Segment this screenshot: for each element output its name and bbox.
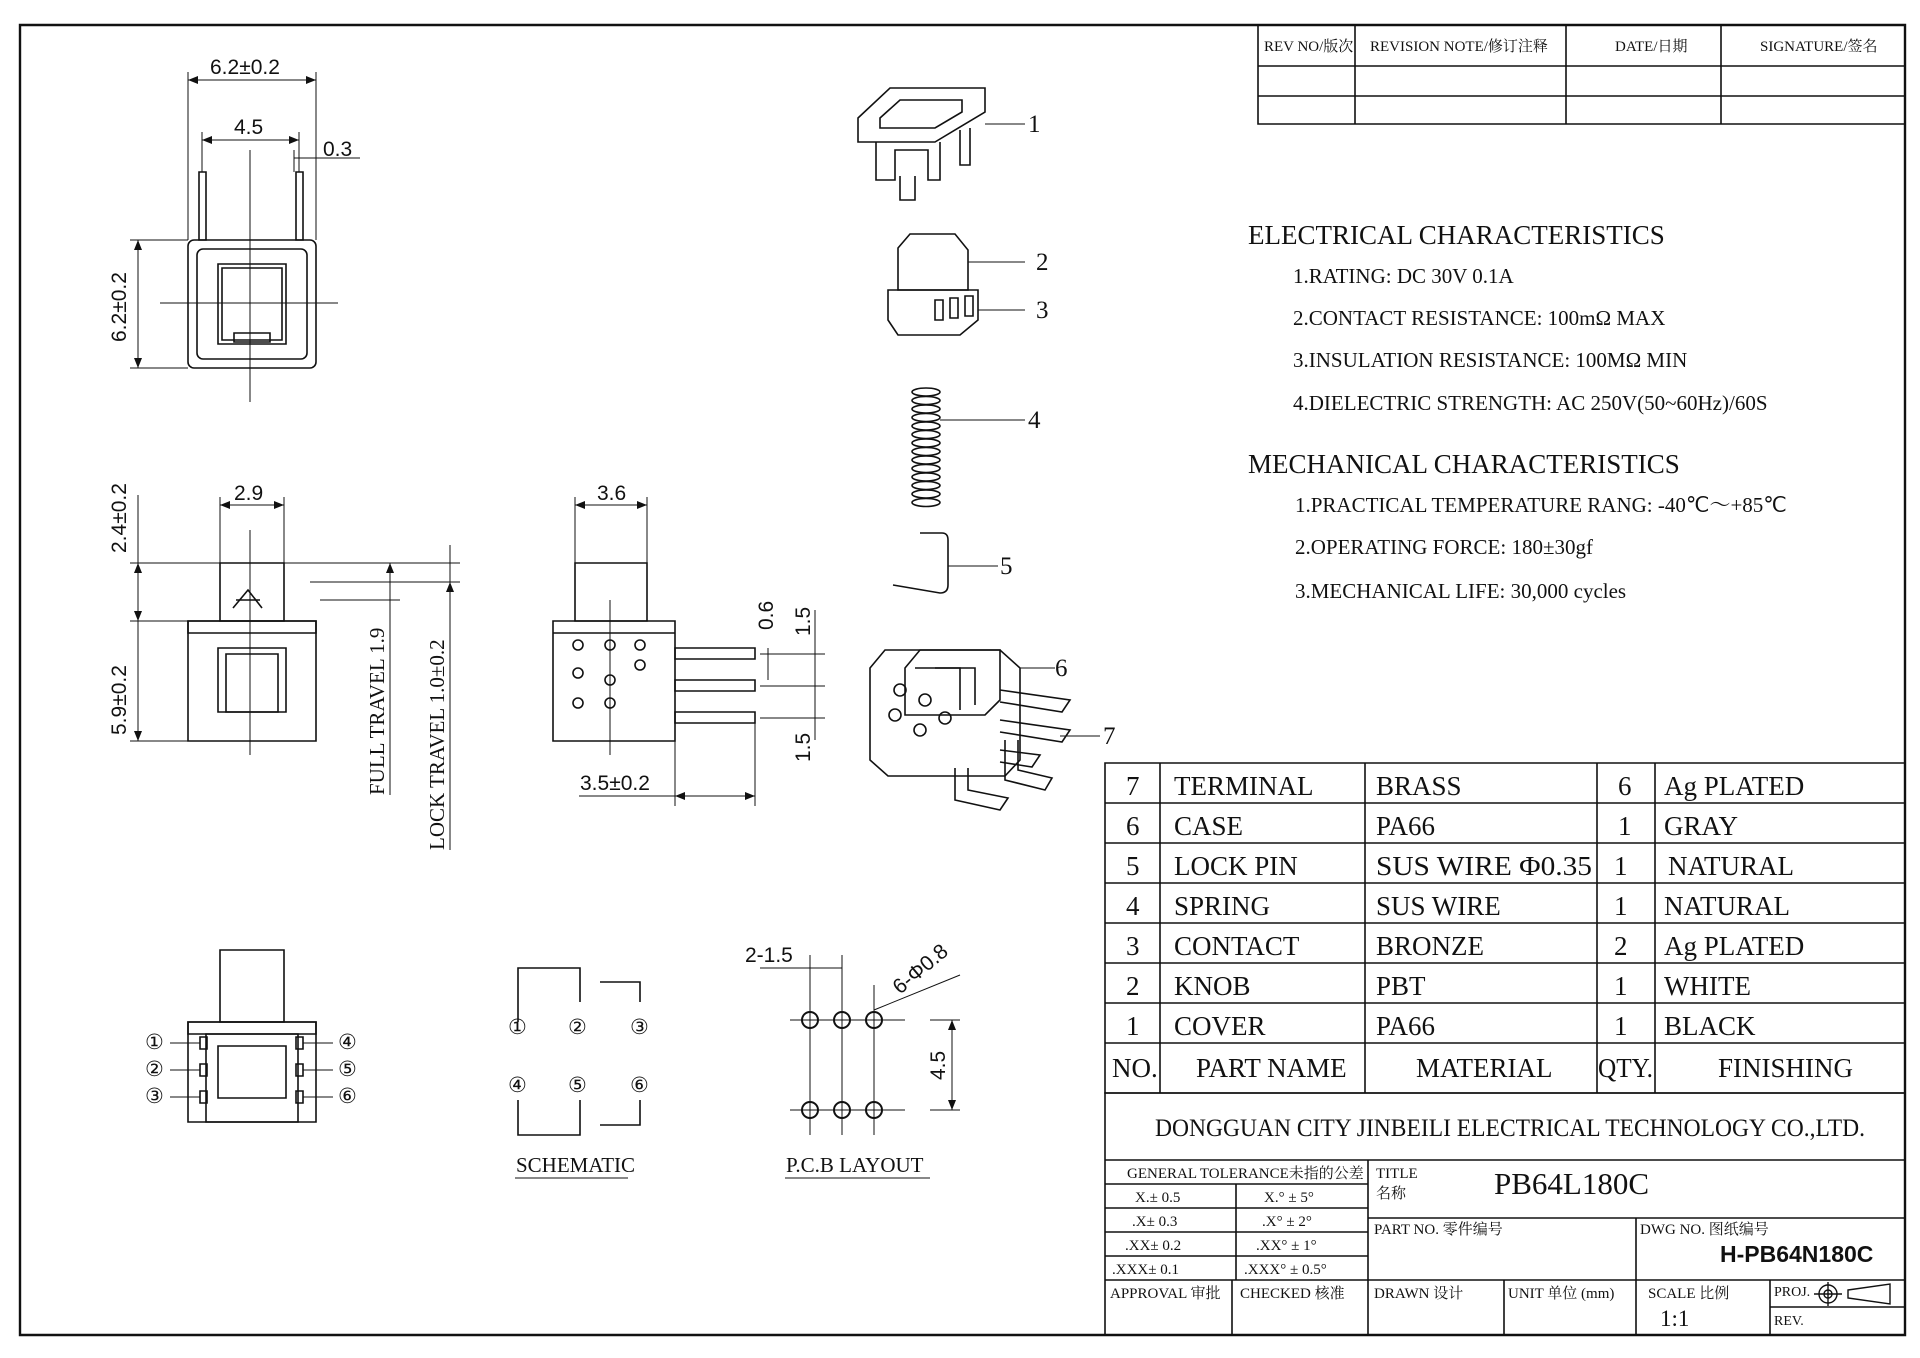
bom-cell-qty: 1	[1614, 851, 1628, 881]
approval-label: APPROVAL 审批	[1110, 1286, 1221, 1302]
bom-row	[1126, 891, 1790, 921]
pin-label-6: ⑥	[338, 1085, 357, 1108]
tolerance-1-angular: X.° ± 5°	[1264, 1190, 1314, 1206]
bom-cell-no: 5	[1126, 851, 1140, 881]
schematic	[515, 968, 640, 1178]
bottom-view	[170, 950, 333, 1122]
part-no-label: PART NO. 零件编号	[1374, 1222, 1503, 1238]
side-view	[130, 495, 460, 850]
scale-value: 1:1	[1660, 1306, 1690, 1331]
dim-top-width: 6.2±0.2	[210, 56, 280, 79]
bom-cell-finish: NATURAL	[1668, 851, 1794, 881]
tolerance-4-linear: .XXX± 0.1	[1112, 1262, 1179, 1278]
tolerance-2-angular: .X° ± 2°	[1262, 1214, 1312, 1230]
bom-header-row	[1112, 1053, 1853, 1083]
callout-6: 6	[1055, 655, 1068, 682]
schematic-pin-6: ⑥	[630, 1074, 649, 1097]
mechanical-item-2: 2.OPERATING FORCE: 180±30gf	[1295, 535, 1593, 559]
spring-coil	[912, 499, 940, 507]
spring-coil	[912, 448, 940, 456]
pin-label-2: ②	[145, 1058, 164, 1081]
pin-label-4: ④	[338, 1031, 357, 1054]
title-label-cn: 名称	[1376, 1186, 1407, 1202]
bom-cell-no: 7	[1126, 771, 1140, 801]
bom-cell-part: CASE	[1174, 811, 1244, 841]
bom-cell-material: PBT	[1376, 971, 1426, 1001]
bom-cell-qty: 1	[1618, 811, 1632, 841]
schematic-label: SCHEMATIC	[516, 1153, 636, 1177]
rev-header-date: DATE/日期	[1615, 39, 1688, 55]
unit-label: UNIT 单位 (mm)	[1508, 1286, 1615, 1302]
bom-cell-no: 3	[1126, 931, 1140, 961]
dim-side-knob: 2.9	[234, 482, 264, 505]
schematic-pin-4: ④	[508, 1074, 527, 1097]
bom-cell-finish: Ag PLATED	[1664, 931, 1805, 961]
rev-label: REV.	[1774, 1314, 1804, 1329]
mechanical-item-3: 3.MECHANICAL LIFE: 30,000 cycles	[1295, 579, 1627, 603]
tolerance-2-linear: .X± 0.3	[1132, 1214, 1178, 1230]
scale-label: SCALE 比例	[1648, 1286, 1730, 1302]
bom-header-material: MATERIAL	[1416, 1053, 1553, 1083]
spring-coil	[912, 465, 940, 473]
spring-coil	[912, 473, 940, 481]
mechanical-title: MECHANICAL CHARACTERISTICS	[1248, 449, 1680, 479]
bom-cell-no: 1	[1126, 1011, 1140, 1041]
bom-cell-no: 6	[1126, 811, 1140, 841]
callout-7: 7	[1103, 723, 1116, 750]
spring-coil	[912, 431, 940, 439]
spring-coil	[912, 405, 940, 413]
spring-coil	[912, 456, 940, 464]
bom-cell-qty: 6	[1618, 771, 1632, 801]
dimension-arrows	[134, 76, 956, 1110]
bom-cell-material: BRONZE	[1376, 931, 1484, 961]
spring-coil	[912, 414, 940, 422]
callout-4: 4	[1028, 407, 1041, 434]
projection-symbol-icon	[1814, 1282, 1890, 1306]
dim-top-inner: 4.5	[234, 116, 264, 139]
tolerance-title: GENERAL TOLERANCE未指的公差	[1127, 1166, 1364, 1182]
bom-cell-finish: WHITE	[1664, 971, 1751, 1001]
bom-row	[1126, 771, 1804, 801]
dim-pin-pitch-top: 1.5	[792, 606, 815, 636]
callout-1: 1	[1028, 111, 1041, 138]
dim-side-knob-height: 2.4±0.2	[108, 483, 131, 553]
tolerance-4-angular: .XXX° ± 0.5°	[1244, 1262, 1327, 1278]
bom-cell-qty: 1	[1614, 891, 1628, 921]
rev-header-no: REV NO/版次	[1264, 39, 1354, 55]
schematic-pin-5: ⑤	[568, 1074, 587, 1097]
spring-coil	[912, 439, 940, 447]
schematic-pin-1: ①	[508, 1016, 527, 1039]
title-value: PB64L180C	[1494, 1166, 1650, 1201]
schematic-pin-3: ③	[630, 1016, 649, 1039]
bom-cell-finish: Ag PLATED	[1664, 771, 1805, 801]
drawn-label: DRAWN 设计	[1374, 1286, 1464, 1302]
bom-row	[1126, 851, 1794, 881]
bom-cell-qty: 1	[1614, 1011, 1628, 1041]
electrical-item-3: 3.INSULATION RESISTANCE: 100MΩ MIN	[1293, 348, 1688, 372]
tolerance-1-linear: X.± 0.5	[1135, 1190, 1181, 1206]
spring-coil	[912, 388, 940, 396]
dim-side-body-height: 5.9±0.2	[108, 665, 131, 735]
dim-top-height: 6.2±0.2	[108, 272, 131, 342]
bom-cell-no: 2	[1126, 971, 1140, 1001]
electrical-title: ELECTRICAL CHARACTERISTICS	[1248, 220, 1665, 250]
bom-row	[1126, 811, 1738, 841]
bom-header-part: PART NAME	[1196, 1053, 1347, 1083]
rev-header-signature: SIGNATURE/签名	[1760, 39, 1878, 55]
bom-row	[1126, 931, 1804, 961]
spring-coil	[912, 397, 940, 405]
bom-cell-finish: GRAY	[1664, 811, 1739, 841]
pin-label-1: ①	[145, 1031, 164, 1054]
bom-cell-part: TERMINAL	[1174, 771, 1314, 801]
part-knob-contact	[888, 234, 1025, 335]
lock-travel-label: LOCK TRAVEL 1.0±0.2	[425, 639, 449, 850]
bom-cell-part: LOCK PIN	[1174, 851, 1298, 881]
electrical-item-2: 2.CONTACT RESISTANCE: 100mΩ MAX	[1293, 306, 1666, 330]
bom-header-qty: QTY.	[1598, 1053, 1653, 1083]
part-lock-pin	[893, 533, 998, 593]
dim-top-gap: 0.3	[323, 138, 353, 161]
tolerance-3-angular: .XX° ± 1°	[1256, 1238, 1317, 1254]
bom-header-finish: FINISHING	[1718, 1053, 1853, 1083]
callout-5: 5	[1000, 553, 1013, 580]
pcb-layout-label: P.C.B LAYOUT	[786, 1153, 924, 1177]
dwg-no-label: DWG NO. 图纸编号	[1640, 1222, 1769, 1238]
bom-cell-finish: NATURAL	[1664, 891, 1790, 921]
dim-pin-length: 3.5±0.2	[580, 772, 650, 795]
bom-cell-finish: BLACK	[1664, 1011, 1756, 1041]
callout-2: 2	[1036, 249, 1049, 276]
bom-cell-material: BRASS	[1376, 771, 1462, 801]
bom-cell-part: SPRING	[1174, 891, 1271, 921]
bom-cell-material: PA66	[1376, 1011, 1436, 1041]
callout-3: 3	[1036, 297, 1049, 324]
dim-pin-diameter: 0.6	[755, 600, 778, 630]
bom-header-no: NO.	[1112, 1053, 1158, 1083]
dim-pcb-holes: 6-Φ0.8	[888, 939, 953, 999]
dim-pcb-row: 4.5	[927, 1050, 950, 1080]
full-travel-label: FULL TRAVEL 1.9	[365, 627, 389, 795]
dim-end-knob: 3.6	[597, 482, 627, 505]
dim-pin-pitch-bottom: 1.5	[792, 732, 815, 762]
bom-row	[1126, 971, 1751, 1001]
schematic-pin-2: ②	[568, 1016, 587, 1039]
spring-coil	[912, 490, 940, 498]
checked-label: CHECKED 核准	[1240, 1286, 1345, 1302]
bom-cell-part: CONTACT	[1174, 931, 1300, 961]
part-spring	[912, 388, 1025, 507]
bom-cell-part: KNOB	[1174, 971, 1251, 1001]
pin-label-3: ③	[145, 1085, 164, 1108]
electrical-item-4: 4.DIELECTRIC STRENGTH: AC 250V(50~60Hz)/60S	[1293, 391, 1768, 415]
spring-coil	[912, 482, 940, 490]
proj-label: PROJ.	[1774, 1285, 1811, 1300]
bom-cell-material: SUS WIRE	[1376, 891, 1501, 921]
tolerance-3-linear: .XX± 0.2	[1125, 1238, 1182, 1254]
bom-cell-no: 4	[1126, 891, 1140, 921]
bom-cell-part: COVER	[1174, 1011, 1266, 1041]
mechanical-item-1: 1.PRACTICAL TEMPERATURE RANG: -40℃～+85℃	[1295, 493, 1787, 517]
company-name: DONGGUAN CITY JINBEILI ELECTRICAL TECHNOLOGY CO.,LTD.	[1155, 1115, 1865, 1142]
pin-label-5: ⑤	[338, 1058, 357, 1081]
bom-cell-material: SUS WIRE Φ0.35	[1376, 851, 1592, 881]
dim-pcb-pitch: 2-1.5	[745, 944, 793, 967]
bom-row	[1126, 1011, 1756, 1041]
title-label: TITLE	[1376, 1166, 1418, 1182]
end-view	[553, 497, 825, 806]
electrical-item-1: 1.RATING: DC 30V 0.1A	[1293, 264, 1514, 288]
bom-cell-qty: 1	[1614, 971, 1628, 1001]
rev-header-note: REVISION NOTE/修订注释	[1370, 39, 1548, 55]
bom-table	[1112, 771, 1853, 1083]
dwg-no-value: H-PB64N180C	[1720, 1241, 1874, 1267]
bom-cell-material: PA66	[1376, 811, 1436, 841]
spring-coil	[912, 422, 940, 430]
bom-cell-qty: 2	[1614, 931, 1628, 961]
part-cover	[858, 88, 1025, 200]
